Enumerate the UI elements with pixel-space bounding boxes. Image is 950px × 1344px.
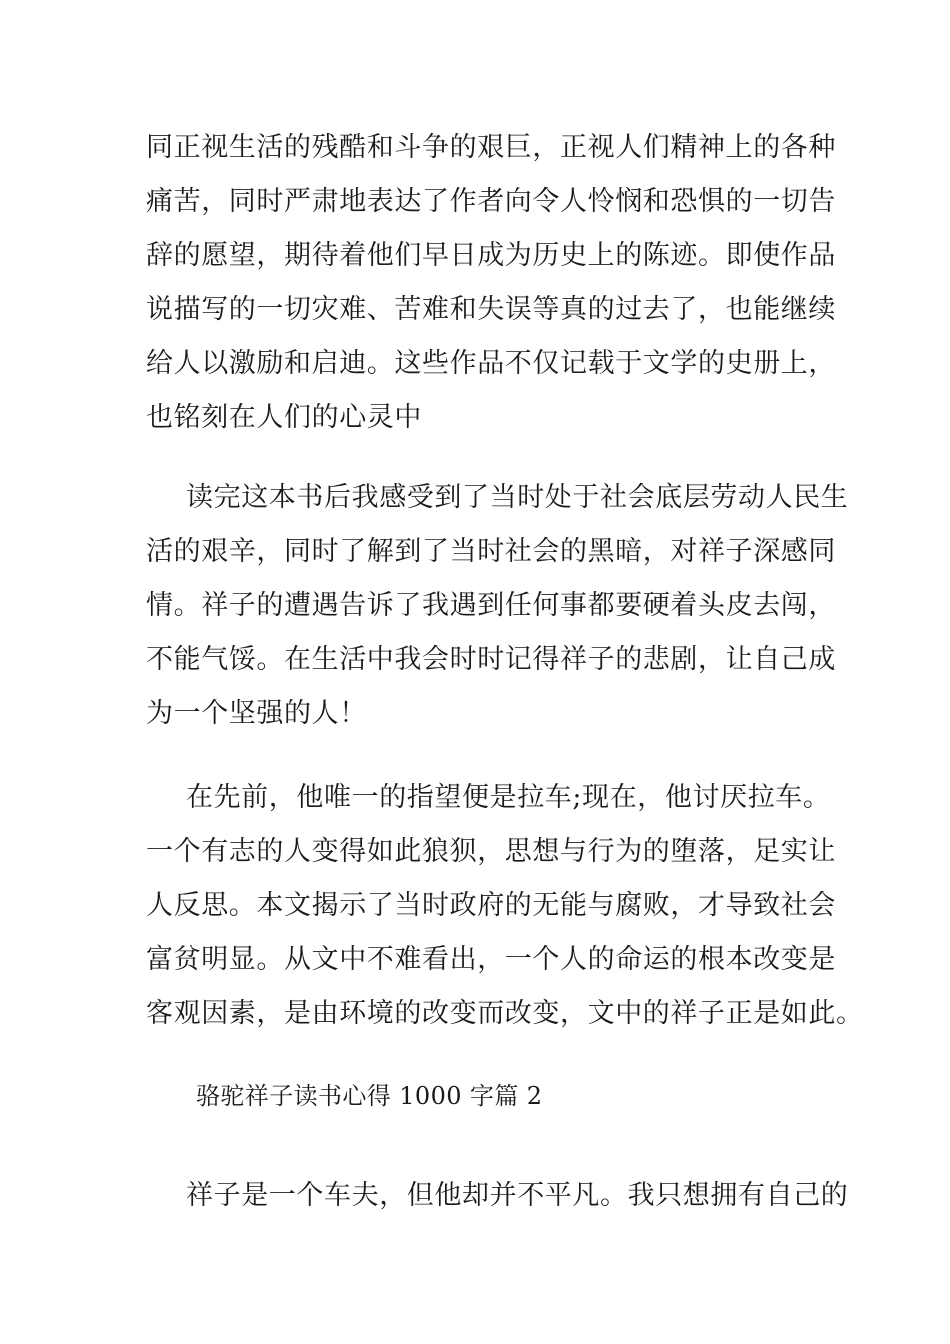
paragraph-line: 富贫明显。从文中不难看出，一个人的命运的根本改变是 [146,944,836,975]
paragraph-line: 一个有志的人变得如此狼狈，思想与行为的堕落，足实让 [146,836,836,867]
paragraph-4 [146,1169,848,1223]
paragraph-line: 为一个坚强的人！ [146,698,367,729]
paragraph-line: 不能气馁。在生活中我会时时记得祥子的悲剧，让自己成 [146,644,836,675]
paragraph-line: 情。祥子的遭遇告诉了我遇到任何事都要硬着头皮去闯， [146,590,836,621]
paragraph-line: 说描写的一切灾难、苦难和失误等真的过去了，也能继续 [146,294,836,325]
paragraph-line: 辞的愿望，期待着他们早日成为历史上的陈迹。即使作品 [146,240,836,271]
paragraph-line: 客观因素，是由环境的改变而改变，文中的祥子正是如此。 [146,998,864,1029]
paragraph-2 [146,471,848,741]
paragraph-3 [146,771,864,1041]
paragraph-line: 在先前，他唯一的指望便是拉车;现在，他讨厌拉车。 [186,782,831,813]
section-heading: 骆驼祥子读书心得 1000 字篇 2 [196,1082,543,1110]
paragraph-line: 祥子是一个车夫，但他却并不平凡。我只想拥有自己的 [186,1180,849,1211]
paragraph-line: 人反思。本文揭示了当时政府的无能与腐败，才导致社会 [146,890,836,921]
paragraph-line: 活的艰辛，同时了解到了当时社会的黑暗，对祥子深感同 [146,536,836,567]
paragraph-line: 给人以激励和启迪。这些作品不仅记载于文学的史册上， [146,348,836,379]
paragraph-line: 痛苦，同时严肃地表达了作者向令人怜悯和恐惧的一切告 [146,186,836,217]
paragraph-line: 读完这本书后我感受到了当时处于社会底层劳动人民生 [186,482,849,513]
paragraph-line: 也铭刻在人们的心灵中 [146,402,422,433]
paragraph-line: 同正视生活的残酷和斗争的艰巨，正视人们精神上的各种 [146,132,836,163]
paragraph-1 [146,121,836,445]
